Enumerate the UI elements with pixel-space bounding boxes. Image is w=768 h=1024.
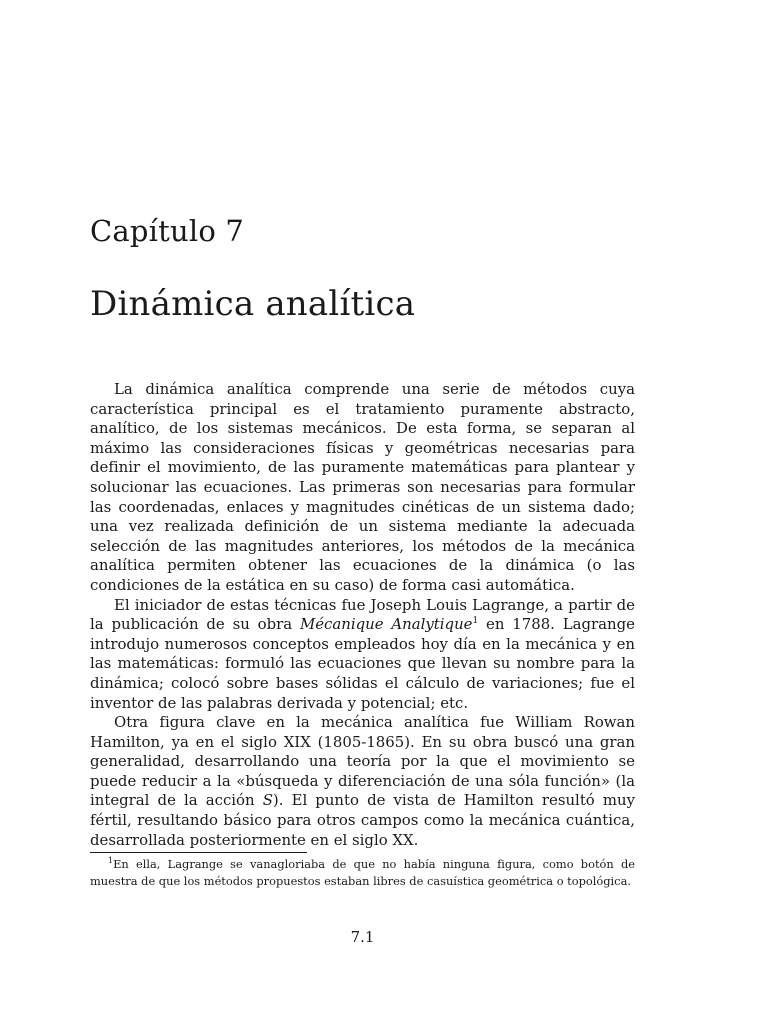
action-symbol: S — [262, 791, 273, 810]
paragraph-lagrange-text-end: en 1788. Lagrange introdujo numerosos conceptos empleados hoy día en la mecánica y en las matemáticas: formuló las ecuaciones que llevan su nombre para la dinámica; colocó sobre bases sólidas el cálculo de variaciones; fue el inventor de las palabras derivada y potencial; etc. — [90, 615, 635, 712]
chapter-label: Capítulo 7 — [90, 214, 245, 248]
footnote-reference[interactable]: 1 — [472, 616, 479, 627]
paragraph-hamilton-text-end: ). El punto de vista de Hamilton resultó muy fértil, resultando básico para otros campos como la mecánica cuántica, desarrollada posteriormente en el siglo XX. — [90, 791, 635, 849]
footnote — [90, 856, 635, 889]
paragraph-intro: La dinámica analítica comprende una serie de métodos cuya característica principal es el tratamiento puramente abstracto, analítico, de los sistemas mecánicos. De esta forma, se separan al máximo las consideraciones físicas y geométricas necesarias para definir el movimiento, de las puramente matemáticas para plantear y solucionar las ecuaciones. Las primeras son necesarias para formular las coordenadas, enlaces y magnitudes cinéticas de un sistema dado; una vez realizada definición de un sistema mediante la adecuada selección de las magnitudes anteriores, los métodos de la mecánica analítica permiten obtener las ecuaciones de la dinámica (o las condiciones de la estática en su caso) de forma casi automática. — [90, 380, 635, 594]
footnote-text: En ella, Lagrange se vanagloriaba de que no había ninguna figura, como botón de muestra de que los métodos propuestos estaban libres de casuística geométrica o topológica. — [90, 857, 635, 888]
chapter-body — [90, 380, 635, 850]
paragraph-hamilton — [90, 713, 635, 850]
page-number: 7.1 — [350, 928, 375, 946]
footnote-mark: 1 — [108, 856, 114, 865]
paragraph-hamilton-text-start: Otra figura clave en la mecánica analítica fue William Rowan Hamilton, ya en el siglo XIX (1805-1865). En su obra buscó una gran generalidad, desarrollando una teoría por la que el movimiento se puede reducir a la «búsqueda y diferenciación de una sóla función» (la integral de la acción — [90, 713, 635, 810]
chapter-title: Dinámica analítica — [90, 284, 416, 324]
work-title-mecanique-analytique: Mécanique Analytique — [299, 615, 473, 634]
paragraph-lagrange-text-start: El iniciador de estas técnicas fue Joseph Louis Lagrange, a partir de la publicación de su obra — [90, 595, 635, 634]
paragraph-lagrange — [90, 596, 635, 714]
footnote-divider — [90, 852, 307, 853]
